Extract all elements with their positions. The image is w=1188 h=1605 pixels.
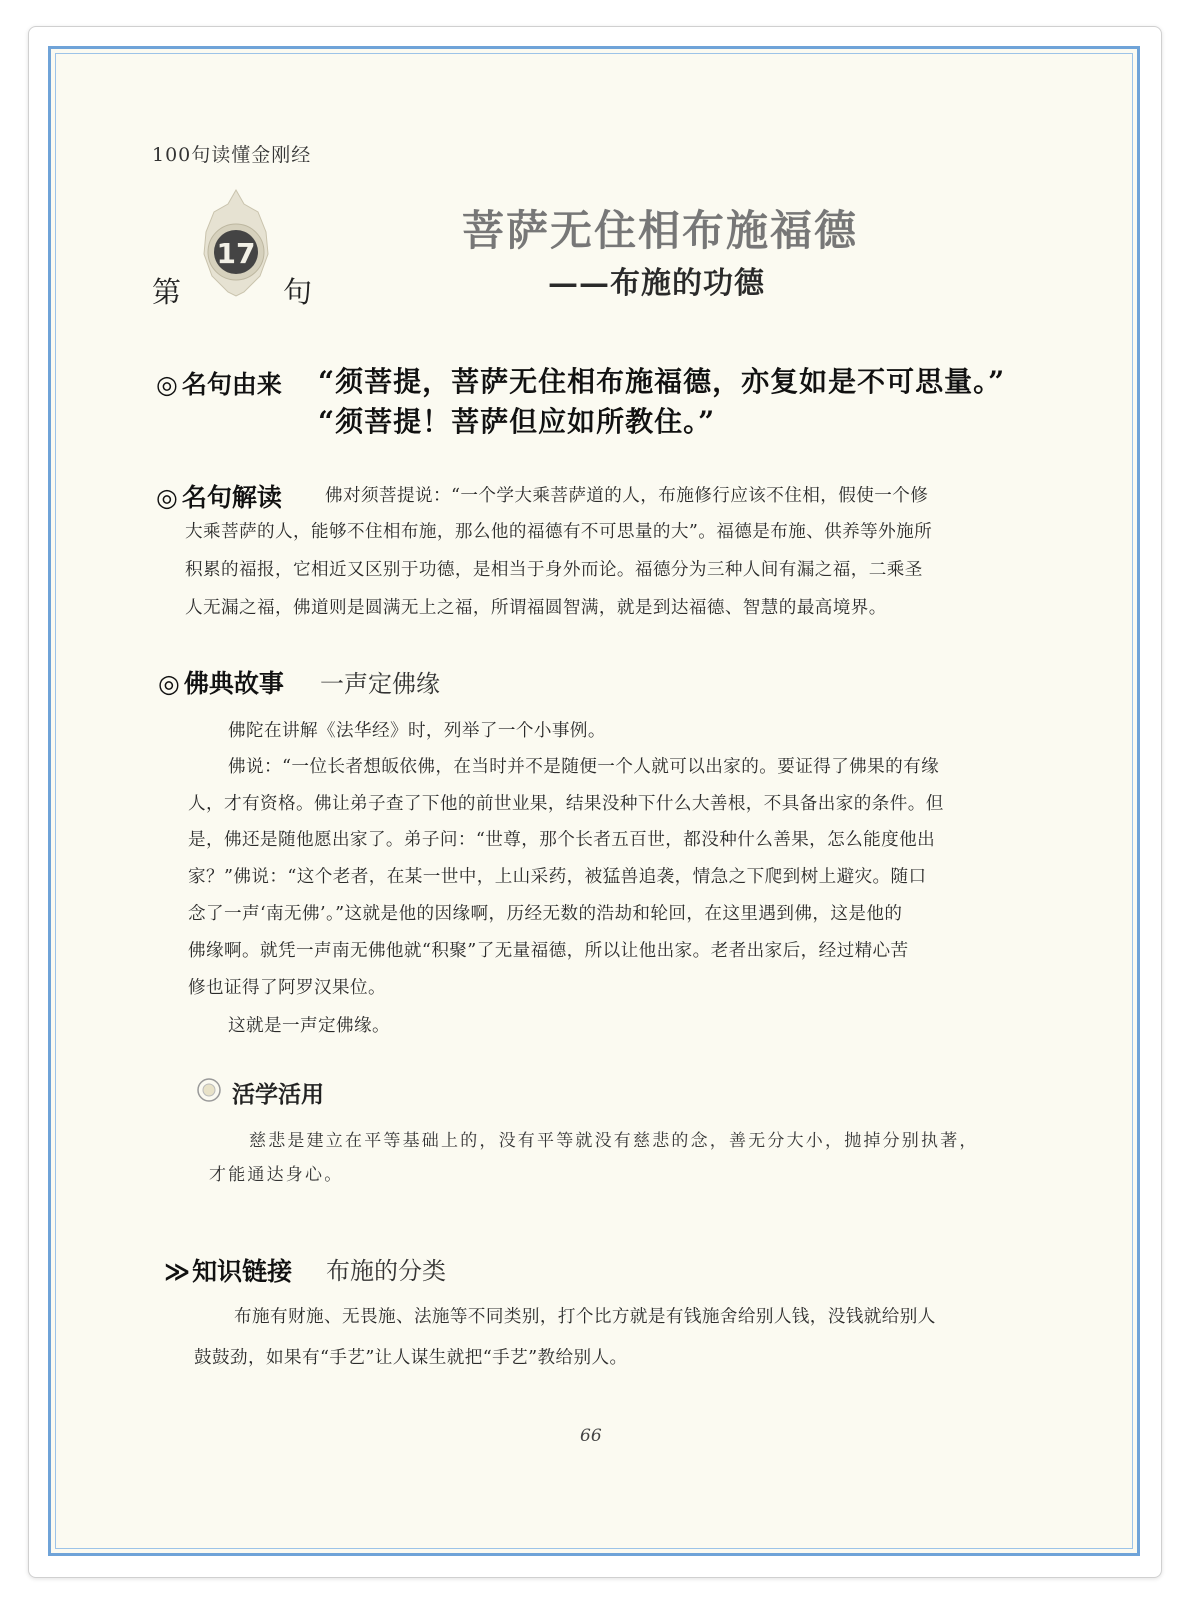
double-chevron-icon: ≫ [164, 1257, 191, 1286]
knowledge-line: 布施有财施、无畏施、法施等不同类别，打个比方就是有钱施舍给别人钱，没钱就给别人 [234, 1307, 936, 1327]
knowledge-label: 知识链接 [192, 1257, 293, 1286]
source-quote-line: “须菩提！菩萨但应如所教住。” [318, 405, 716, 438]
application-line: 慈悲是建立在平等基础上的，没有平等就没有慈悲的念，善无分大小，抛掉分别执著， [249, 1131, 979, 1151]
application-heading: 活学活用 [232, 1082, 324, 1108]
double-circle-icon: ◎ [156, 370, 178, 399]
interpretation-heading [156, 478, 282, 514]
interpretation-line: 积累的福报，它相近又区别于功德，是相当于身外而论。福德分为三种人间有漏之福，二乘圣 [185, 560, 923, 580]
story-line: 念了一声‘南无佛’。”这就是他的因缘啊，历经无数的浩劫和轮回，在这里遇到佛，这是他的 [188, 904, 903, 924]
page-number: 66 [580, 1426, 602, 1446]
knowledge-title: 布施的分类 [326, 1257, 446, 1285]
story-line: 修也证得了阿罗汉果位。 [188, 978, 386, 998]
story-line: 这就是一声定佛缘。 [228, 1016, 390, 1036]
interpretation-line: 大乘菩萨的人，能够不住相布施，那么他的福德有不可思量的大”。福德是布施、供养等外施所 [185, 522, 933, 542]
interpretation-line: 人无漏之福，佛道则是圆满无上之福，所谓福圆智满，就是到达福德、智慧的最高境界。 [185, 598, 887, 618]
chapter-suffix: 句 [283, 275, 313, 309]
double-circle-icon: ◎ [158, 669, 180, 698]
story-line: 佛陀在讲解《法华经》时，列举了一个小事例。 [228, 721, 606, 741]
story-line: 是，佛还是随他愿出家了。弟子问：“世尊，那个长者五百世，都没种什么善果，怎么能度他出 [188, 830, 936, 850]
interpretation-label: 名句解读 [181, 483, 282, 512]
chapter-subtitle: ——布施的功德 [548, 266, 765, 301]
interpretation-line: 佛对须菩提说：“一个学大乘菩萨道的人，布施修行应该不住相，假使一个修 [325, 486, 929, 506]
sun-circle-icon [196, 1077, 222, 1103]
chapter-prefix: 第 [152, 275, 182, 309]
story-label: 佛典故事 [183, 669, 284, 698]
story-heading [158, 664, 284, 700]
story-line: 人，才有资格。佛让弟子查了下他的前世业果，结果没种下什么大善根，不具备出家的条件。但 [188, 794, 944, 814]
story-title: 一声定佛缘 [320, 670, 440, 698]
source-label: 名句由来 [181, 370, 282, 399]
double-circle-icon: ◎ [156, 483, 178, 512]
source-quote-line: “须菩提，菩萨无住相布施福德，亦复如是不可思量。” [318, 365, 1006, 398]
story-line: 佛缘啊。就凭一声南无佛他就“积聚”了无量福德，所以让他出家。老者出家后，经过精心苦 [188, 941, 909, 961]
story-line: 佛说：“一位长者想皈依佛，在当时并不是随便一个人就可以出家的。要证得了佛果的有缘 [228, 757, 940, 777]
knowledge-line: 鼓鼓劲，如果有“手艺”让人谋生就把“手艺”教给别人。 [194, 1348, 628, 1368]
application-line: 才能通达身心。 [209, 1165, 344, 1185]
story-line: 家？”佛说：“这个老者，在某一世中，上山采药，被猛兽追袭，情急之下爬到树上避灾。随口 [188, 867, 927, 887]
chapter-title: 菩萨无住相布施福德 [462, 206, 859, 255]
running-head: 100句读懂金刚经 [152, 144, 312, 166]
chapter-number: 17 [216, 237, 256, 270]
chapter-badge-icon [200, 188, 272, 298]
knowledge-heading [164, 1252, 292, 1288]
source-heading [156, 365, 282, 401]
